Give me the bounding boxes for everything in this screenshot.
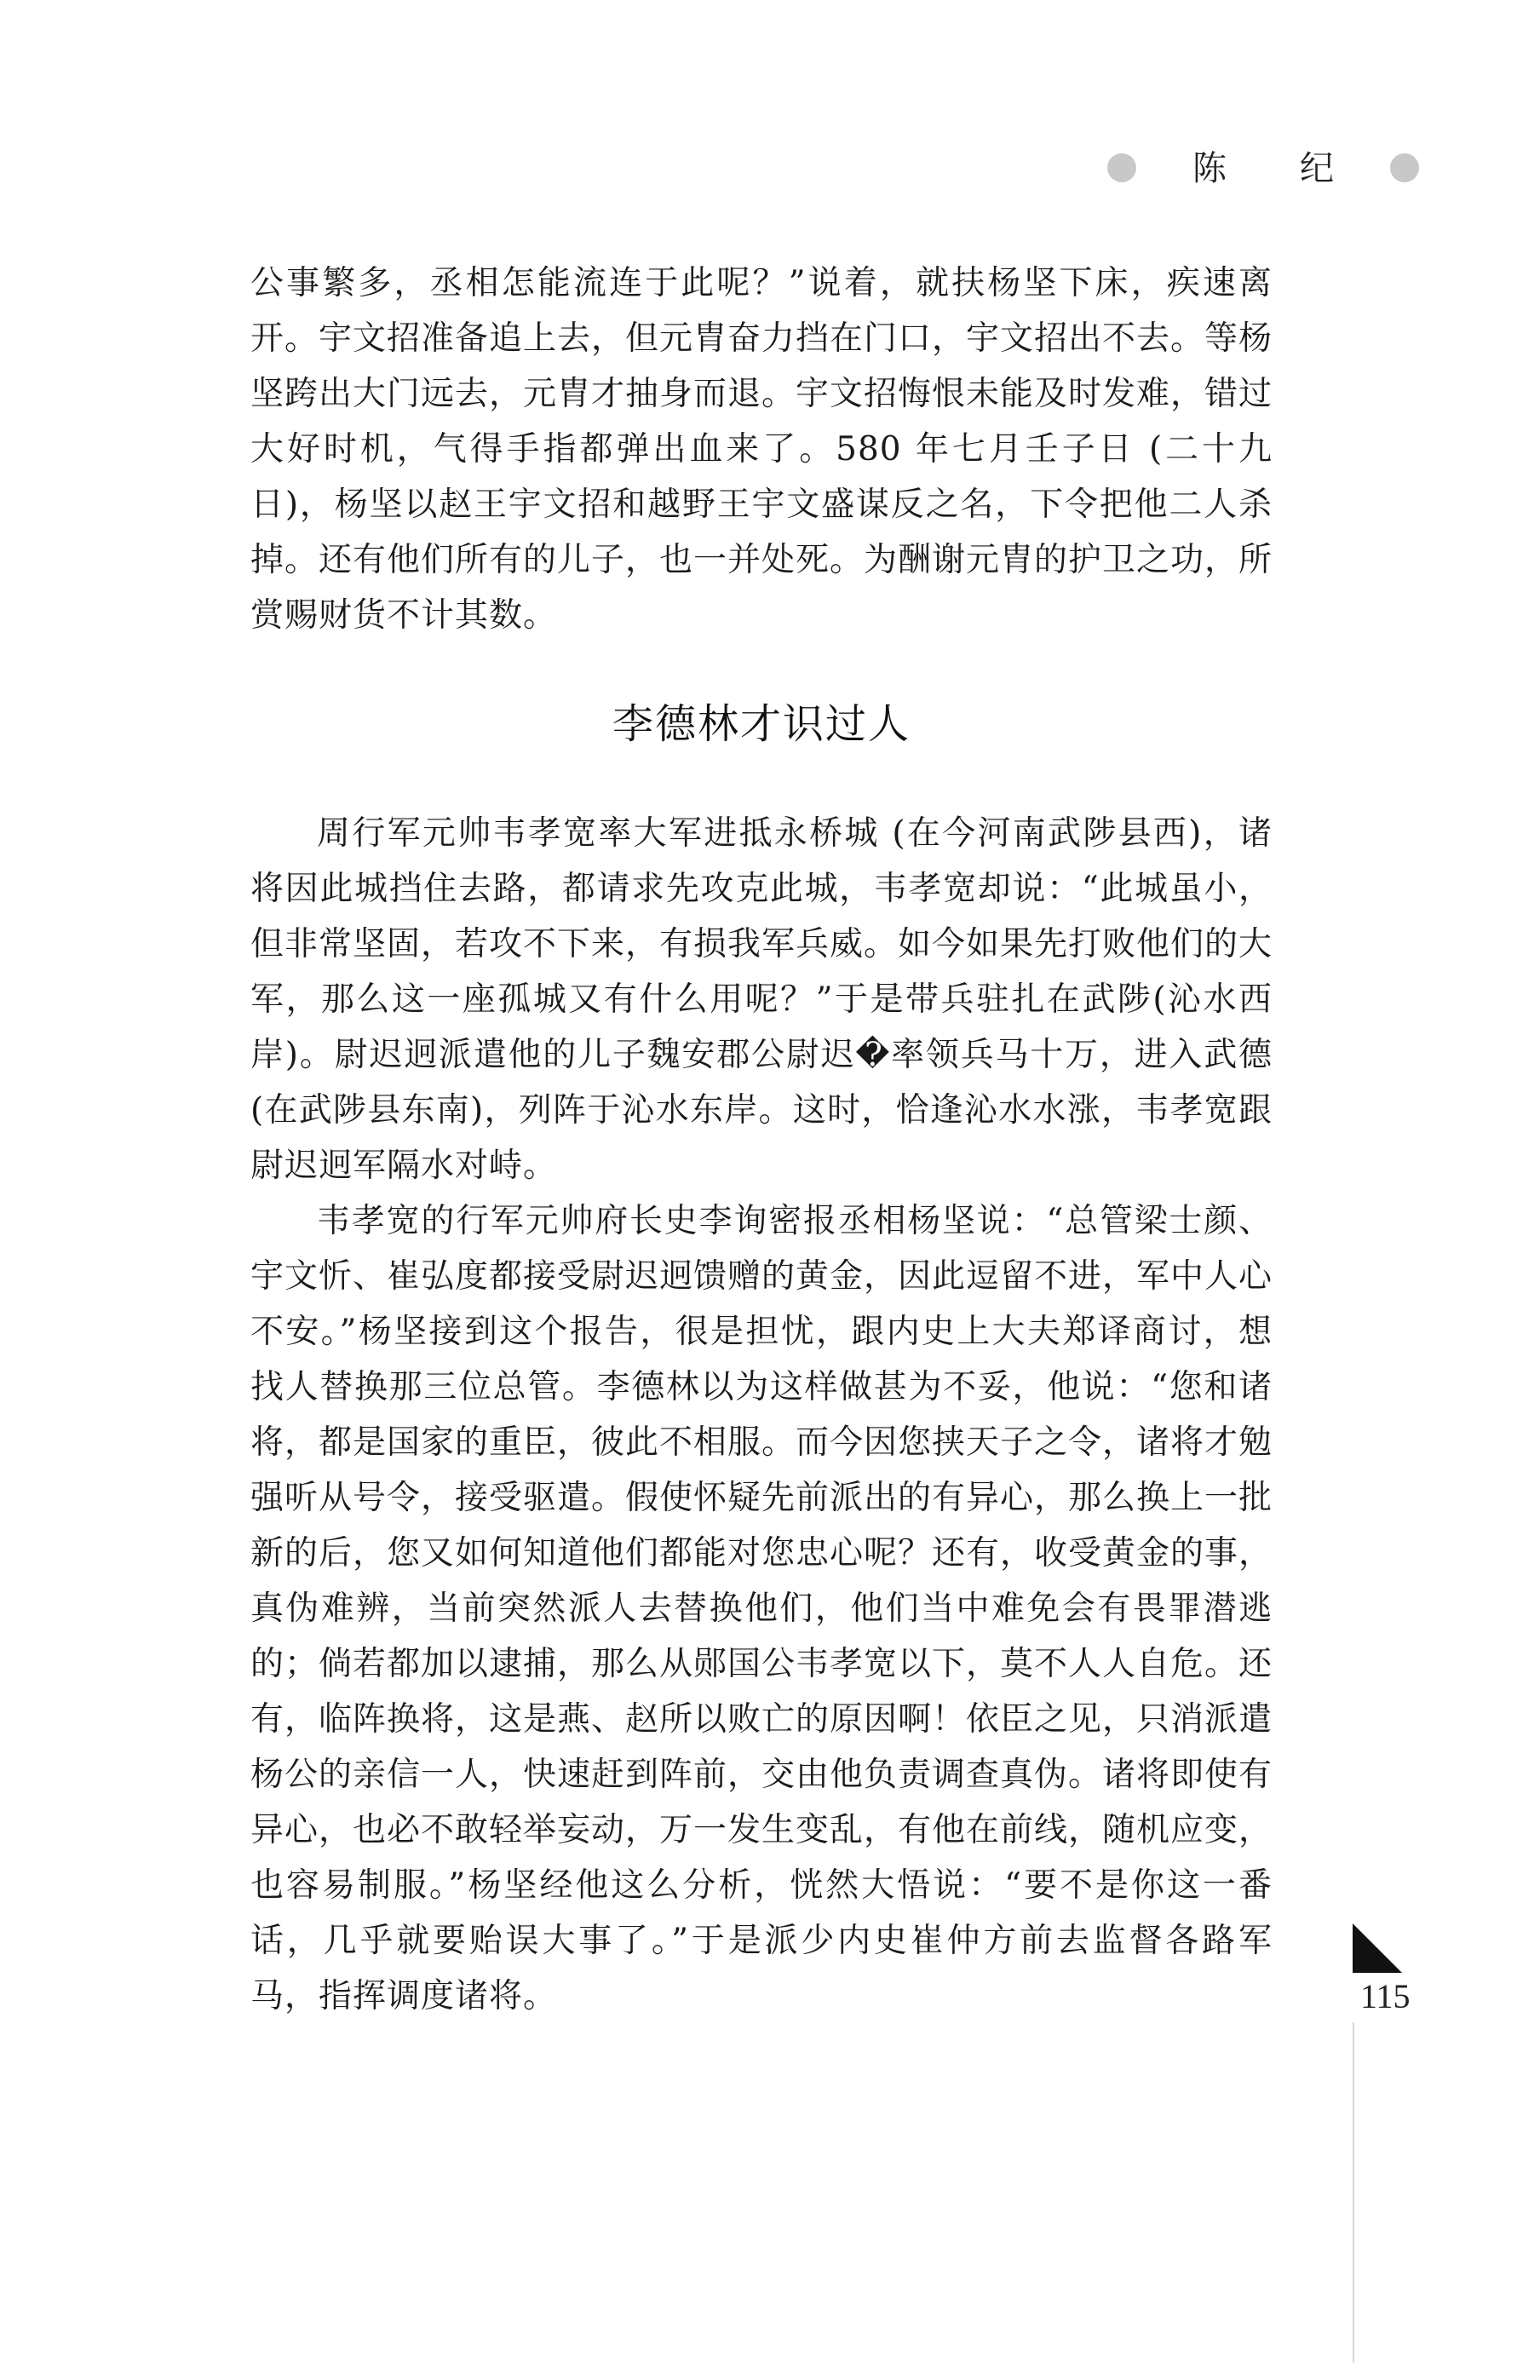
page-corner-marker — [1353, 1923, 1402, 1973]
running-head-char-2: 纪 — [1300, 149, 1334, 188]
right-dot-ornament — [1390, 153, 1419, 182]
continued-paragraph: 公事繁多，丞相怎能流连于此呢？”说着，就扶杨坚下床，疾速离开。宇文招准备追上去，但元胄奋力挡在门口，宇文招出不去。等杨坚跨出大门远去，元胄才抽身而退。宇文招悔恨未能及时发难，错过大好时机，气得手指都弹出血来了。580 年七月壬子日 (二十九日)，杨坚以赵王宇文招和越野王宇文盛谋反之名，下令把他二人杀掉。还有他们所有的儿子，也一并处死。为酬谢元胄的护卫之功，所赏赐财货不计其数。 — [250, 264, 1273, 635]
body-paragraph-2: 韦孝宽的行军元帅府长史李询密报丞相杨坚说：“总管梁士颜、宇文忻、崔弘度都接受尉迟迥馈赠的黄金，因此逗留不进，军中人心不安。”杨坚接到这个报告，很是担忧，跟内史上大夫郑译商讨，想找人替换那三位总管。李德林以为这样做甚为不妥，他说：“您和诸将，都是国家的重臣，彼此不相服。而今因您挟天子之令，诸将才勉强听从号令，接受驱遣。假使怀疑先前派出的有异心，那么换上一批新的后，您又如何知道他们都能对您忠心呢？还有，收受黄金的事，真伪难辨，当前突然派人去替换他们，他们当中难免会有畏罪潜逃的；倘若都加以逮捕，那么从郧国公韦孝宽以下，莫不人人自危。还有，临阵换将，这是燕、赵所以败亡的原因啊！依臣之见，只消派遣杨公的亲信一人，快速赶到阵前，交由他负责调查真伪。诸将即使有异心，也必不敢轻举妄动，万一发生变乱，有他在前线，随机应变，也容易制服。”杨坚经他这么分析，恍然大悟说：“要不是你这一番话，几乎就要贻误大事了。”于是派少内史崔仲方前去监督各路军马，指挥调度诸将。 — [250, 1202, 1273, 2015]
page-number: 115 — [1360, 1977, 1411, 2015]
running-head — [1107, 145, 1431, 196]
margin-rule — [1353, 2022, 1354, 2363]
section-title: 李德林才识过人 — [612, 700, 911, 748]
body-paragraph-1: 周行军元帅韦孝宽率大军进抵永桥城 (在今河南武陟县西)，诸将因此城挡住去路，都请求先攻克此城，韦孝宽却说：“此城虽小，但非常坚固，若攻不下来，有损我军兵威。如今如果先打败他们的大军，那么这一座孤城又有什么用呢？”于是带兵驻扎在武陟(沁水西岸)。尉迟迥派遣他的儿子魏安郡公尉迟�率领兵马十万，进入武德 (在武陟县东南)，列阵于沁水东岸。这时，恰逢沁水水涨，韦孝宽跟尉迟迥军隔水对峙。 — [250, 814, 1273, 1185]
left-dot-ornament — [1107, 153, 1136, 182]
continued-text-block — [250, 256, 1273, 643]
running-head-char-1: 陈 — [1192, 149, 1227, 188]
section-body — [250, 806, 1273, 2024]
